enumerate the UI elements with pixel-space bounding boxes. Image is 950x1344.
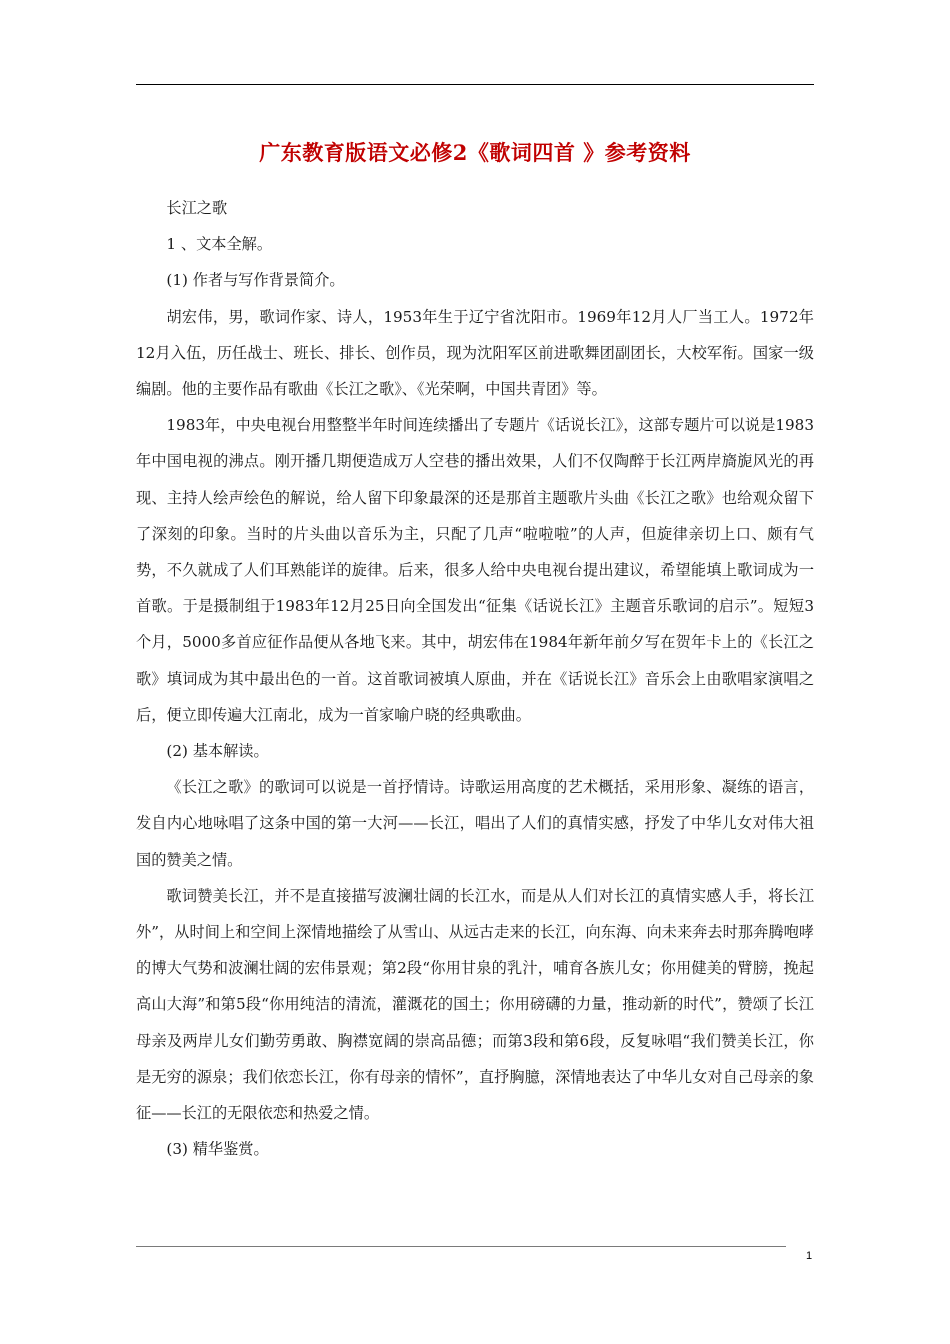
subsection-heading: (2) 基本解读。 [166,742,269,761]
subsection-heading: (3) 精华鉴赏。 [166,1140,269,1159]
body-paragraph: 《长江之歌》的歌词可以说是一首抒情诗。诗歌运用高度的艺术概括，采用形象、凝练的语言，发自内心地咏唱了这条中国的第一大河——长江，唱出了人们的真情实感，抒发了中华儿女对伟大祖国的赞美之情。 [136,778,814,869]
document-body [136,190,814,1167]
body-paragraph: 歌词赞美长江，并不是直接描写波澜壮阔的长江水，而是从人们对长江的真情实感人手，将长江外”，从时间上和空间上深情地描绘了从雪山、从远古走来的长江，向东海、向未来奔去时那奔腾咆哮的博大气势和波澜壮阔的宏伟景观；第2段“你用甘泉的乳汁，哺育各族儿女；你用健美的臂膀，挽起高山大海”和第5段“你用纯洁的清流，灌溉花的国土；你用磅礴的力量，推动新的时代”，赞颂了长江母亲及两岸儿女们勤劳勇敢、胸襟宽阔的崇高品德；而第3段和第6段，反复咏唱“我们赞美长江，你是无穷的源泉；我们依恋长江，你有母亲的情怀”，直抒胸臆，深情地表达了中华儿女对自己母亲的象征——长江的无限依恋和热爱之情。 [136,886,814,1123]
page-number: 1 [806,1250,813,1262]
header-rule [136,84,814,85]
section-heading: 长江之歌 [166,199,228,217]
body-paragraph: 1983年，中央电视台用整整半年时间连续播出了专题片《话说长江》，这部专题片可以说是1983年中国电视的沸点。刚开播几期便造成万人空巷的播出效果，人们不仅陶醉于长江两岸旖旎风光的再现、主持人绘声绘色的解说，给人留下印象最深的还是那首主题歌片头曲《长江之歌》也给观众留下了深刻的印象。当时的片头曲以音乐为主，只配了几声“啦啦啦”的人声，但旋律亲切上口、颇有气势，不久就成了人们耳熟能详的旋律。后来，很多人给中央电视台提出建议，希望能填上歌词成为一首歌。于是摄制组于1983年12月25日向全国发出“征集《话说长江》主题音乐歌词的启示”。短短3个月，5000多首应征作品便从各地飞来。其中，胡宏伟在1984年新年前夕写在贺年卡上的《长江之歌》填词成为其中最出色的一首。这首歌词被填人原曲，并在《话说长江》音乐会上由歌唱家演唱之后，便立即传遍大江南北，成为一首家喻户晓的经典歌曲。 [136,416,814,724]
subsection-heading: 1 、文本全解。 [166,235,273,254]
body-paragraph: 胡宏伟，男，歌词作家、诗人，1953年生于辽宁省沈阳市。1969年12月人厂当工人。1972年12月入伍，历任战士、班长、排长、创作员，现为沈阳军区前进歌舞团副团长，大校军衔。国家一级编剧。他的主要作品有歌曲《长江之歌》、《光荣啊，中国共青团》等。 [136,307,814,399]
document-title: 广东教育版语文必修2《歌词四首 》参考资料 [259,140,691,166]
subsection-heading: (1) 作者与写作背景简介。 [166,271,345,290]
footer-rule [136,1246,786,1247]
